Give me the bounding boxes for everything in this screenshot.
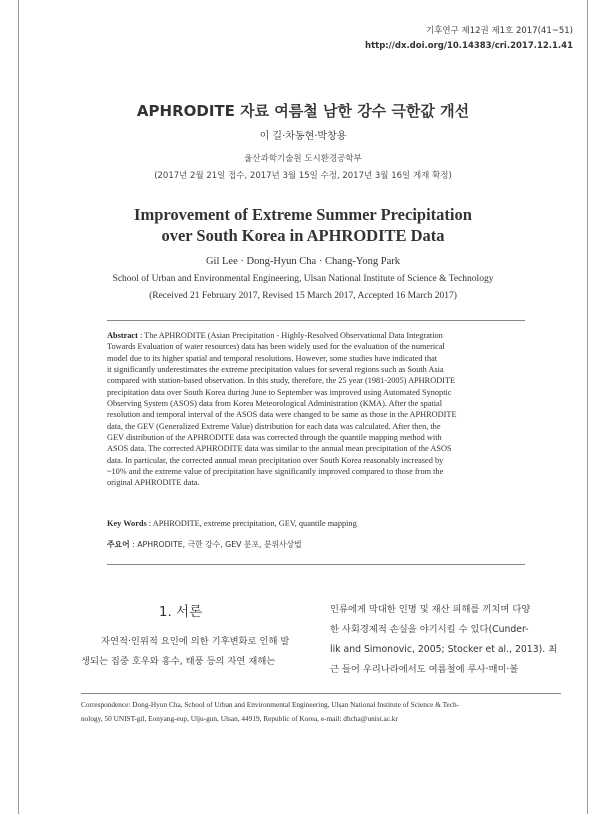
correspondence-footnote xyxy=(81,698,561,726)
body-right-column xyxy=(330,600,562,680)
abstract-line: compared with station-based observation. In this study, therefore, the 25 year (1981-2005) APHRODITE xyxy=(107,376,456,386)
doi-link[interactable]: http://dx.doi.org/10.14383/cri.2017.12.1.41 xyxy=(365,41,573,51)
body-line: 근 들어 우리나라에서도 여름철에 루사·매미·볼 xyxy=(330,664,519,675)
abstract-line: resolution and temporal interval of the ASOS data were changed to be same as those in the APHRODITE xyxy=(107,410,457,420)
korean-title: APHRODITE 자료 여름철 남한 강수 극한값 개선 xyxy=(136,102,470,120)
abstract-line: ASOS data. The corrected APHRODITE data was similar to the annual mean precipitation of the ASOS xyxy=(107,444,452,454)
footnote-rule xyxy=(81,693,561,694)
korean-keywords-text: : APHRODITE, 극한 강수, GEV 분포, 분위사상법 xyxy=(129,540,302,549)
abstract-line: Towards Evaluation of water resources) data has been widely used for the evaluation of the numerical xyxy=(107,342,445,352)
korean-keywords-label: 주요어 xyxy=(107,540,130,549)
footnote-line: Correspondence: Dong-Hyun Cha, School of Urban and Environmental Engineering, Ulsan National Institute of Science & Tech- xyxy=(81,700,460,709)
body-line: 한 사회경제적 손실을 야기시킬 수 있다(Cunder- xyxy=(330,624,529,635)
body-left-column xyxy=(81,632,315,672)
body-line: 인류에게 막대한 인명 및 재산 피해를 끼치며 다양 xyxy=(330,604,531,615)
abstract-line: precipitation data over South Korea during June to September was improved using Automated Synoptic xyxy=(107,387,452,397)
korean-affiliation: 울산과학기술원 도시환경공학부 xyxy=(244,154,362,164)
keywords-label: Key Words xyxy=(107,519,147,528)
journal-citation: 기후연구 제12권 제1호 2017(41~51) xyxy=(425,26,573,36)
korean-keywords xyxy=(107,539,525,550)
journal-info xyxy=(365,24,573,54)
english-title-line-1: Improvement of Extreme Summer Precipitation xyxy=(134,205,472,224)
body-line: 자연적·인위적 요인에 의한 기후변화로 인해 발 xyxy=(101,636,290,647)
abstract-label: Abstract xyxy=(107,331,138,340)
abstract-line: : The APHRODITE (Asian Precipitation - Highly-Resolved Observational Data Integration xyxy=(137,331,443,340)
abstract-bottom-rule xyxy=(107,564,525,565)
body-line: lik and Simonovic, 2005; Stocker et al., 2013). 최 xyxy=(330,644,558,655)
abstract-line: ~10% and the extreme value of precipitation have significantly improved compared to those from the xyxy=(107,467,444,477)
keywords xyxy=(107,519,525,528)
section-heading-introduction: 1. 서론 xyxy=(158,604,203,620)
english-title-line-2: over South Korea in APHRODITE Data xyxy=(161,226,445,245)
abstract-line: data, the GEV (Generalized Extreme Value) distribution for each data was calculated. After then, the xyxy=(107,421,441,431)
korean-dates: (2017년 2월 21일 접수, 2017년 3월 15일 수정, 2017년 3월 16일 게재 확정) xyxy=(154,171,452,181)
keywords-text: : APHRODITE, extreme precipitation, GEV, quantile mapping xyxy=(146,519,357,528)
abstract-line: GEV distribution of the APHRODITE data was corrected through the quantile mapping method with xyxy=(107,433,442,443)
english-affiliation: School of Urban and Environmental Engineering, Ulsan National Institute of Science & Technology xyxy=(112,274,494,284)
english-authors: Gil Lee · Dong-Hyun Cha · Chang-Yong Park xyxy=(205,256,401,267)
body-line: 생되는 집중 호우와 홍수, 태풍 등의 자연 재해는 xyxy=(81,656,276,667)
english-title xyxy=(19,204,587,246)
english-dates: (Received 21 February 2017, Revised 15 March 2017, Accepted 16 March 2017) xyxy=(149,291,457,301)
abstract-line: it significantly underestimates the extreme precipitation values for several regions such as South Asia xyxy=(107,365,444,375)
footnote-line: nology, 50 UNIST-gil, Eonyang-eup, Ulju-gun, Ulsan, 44919, Republic of Korea, e-mail: dhcha@unist.ac.kr xyxy=(81,714,398,723)
korean-authors: 이 길·차동현·박창용 xyxy=(259,131,347,142)
abstract-line: original APHRODITE data. xyxy=(107,478,200,488)
abstract-line: model due to its higher spatial and temporal resolutions. However, some studies have indicated that xyxy=(107,353,438,363)
abstract xyxy=(107,330,525,489)
abstract-line: Observing System (ASOS) data from Korea Meteorological Administration (KMA). After the spatial xyxy=(107,399,443,409)
paper-page xyxy=(18,0,588,814)
abstract-line: data. In particular, the corrected annual mean precipitation over South Korea reasonably increased by xyxy=(107,455,444,465)
abstract-top-rule xyxy=(107,320,525,321)
